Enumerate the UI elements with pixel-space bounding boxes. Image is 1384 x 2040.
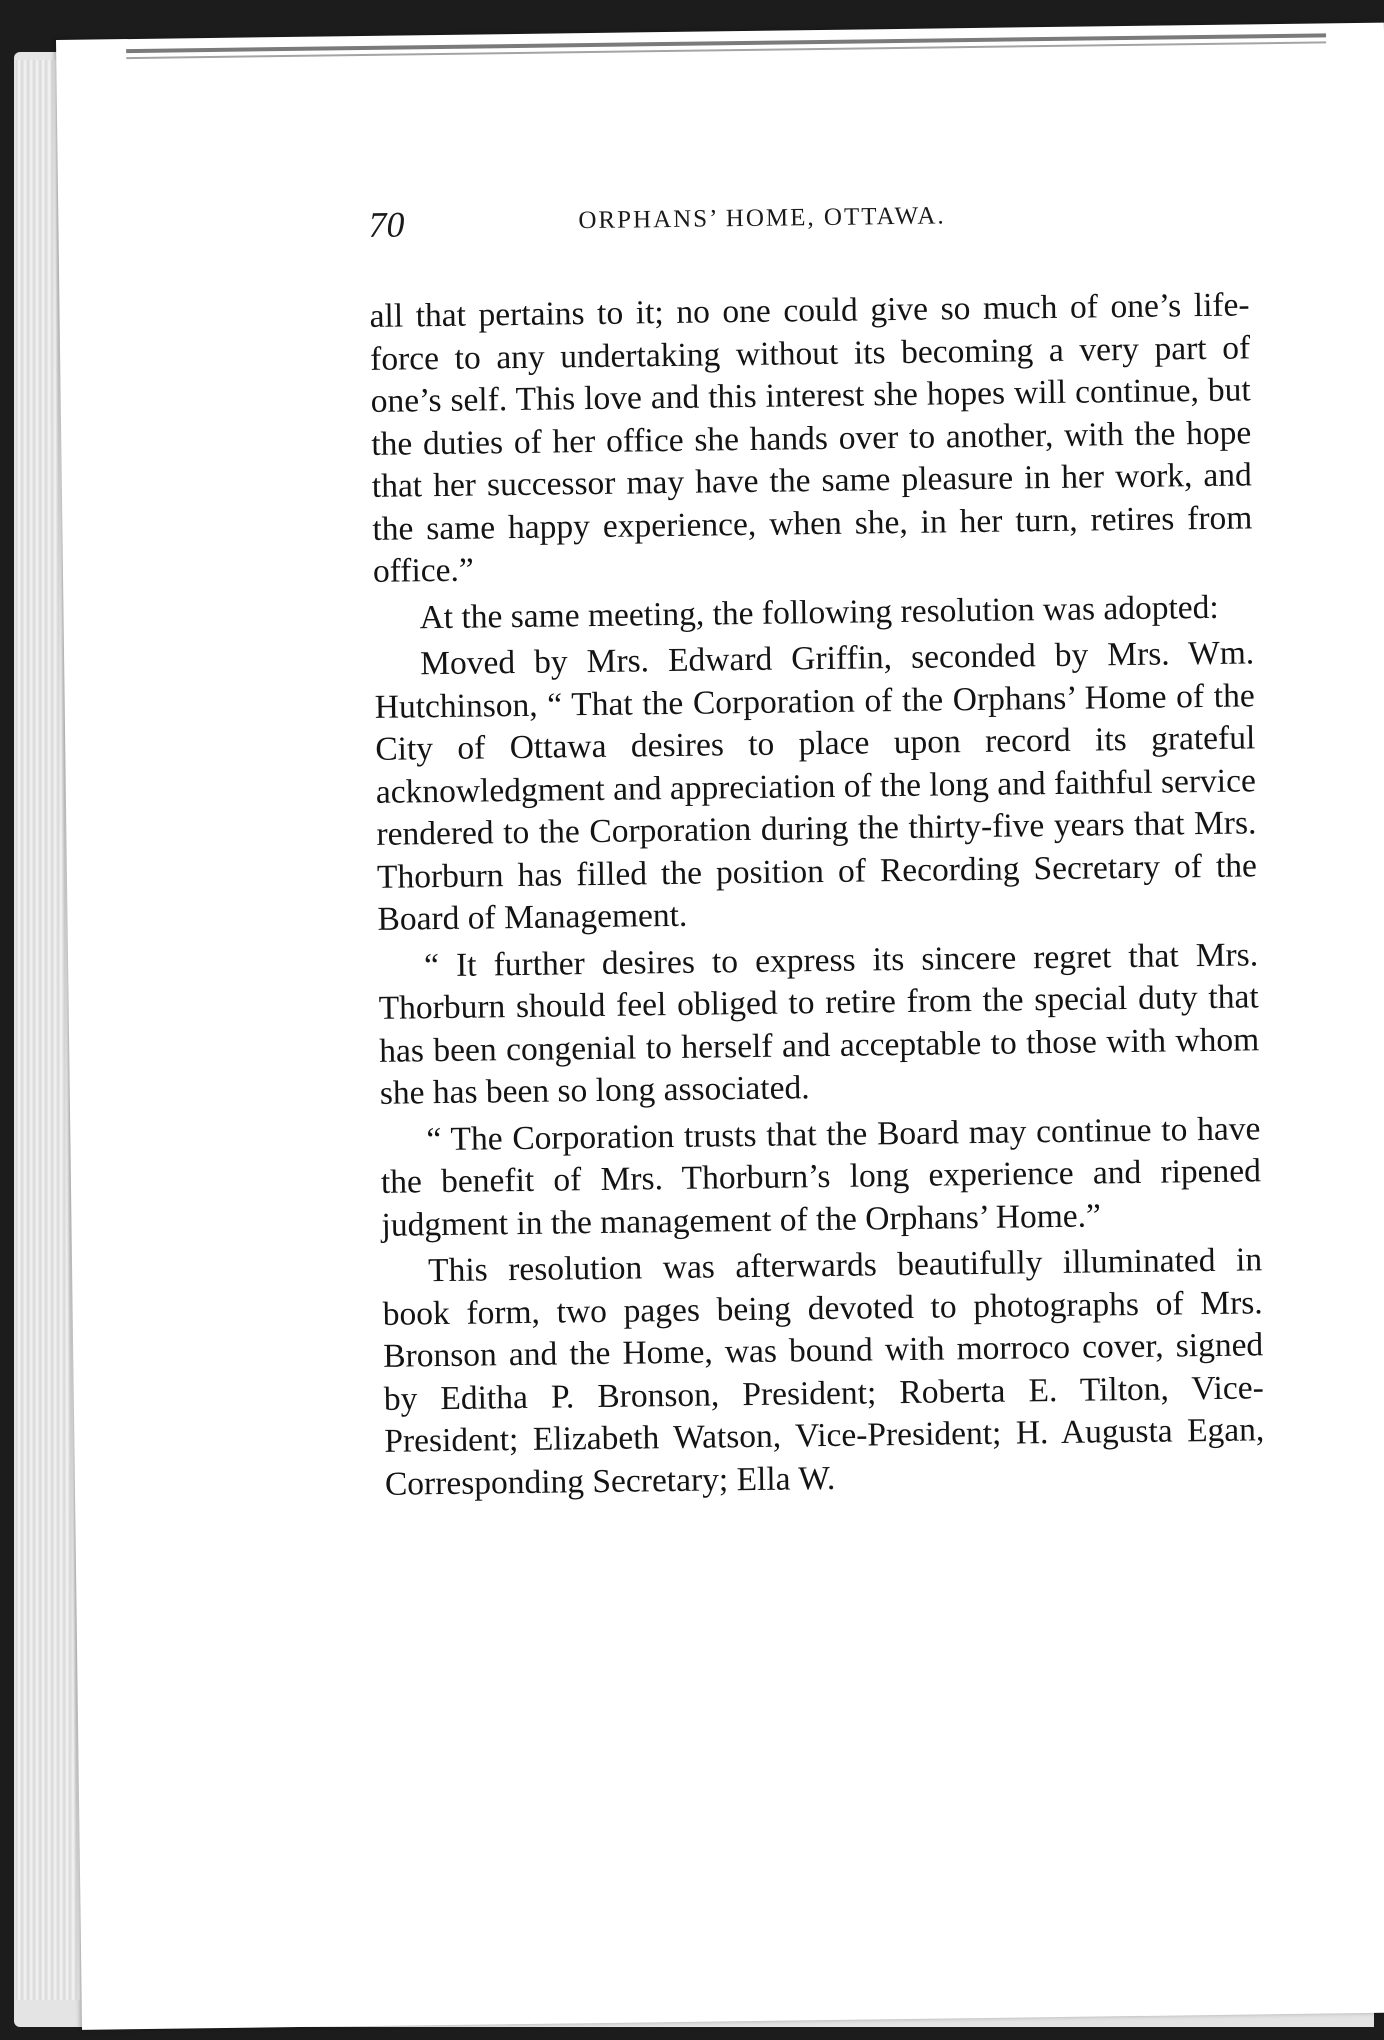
paragraph-trust: “ The Corporation trusts that the Board may continue to have the benefit of Mrs. Thorburn’s long experience and ripened judgment in the management of the Orphans’ Home.” bbox=[380, 1109, 1262, 1244]
page-number: 70 bbox=[368, 204, 405, 245]
paragraph-motion: Moved by Mrs. Edward Griffin, seconded by Mrs. Wm. Hutchinson, “ That the Corporation of the Orphans’ Home of the City of Ottawa desires to place upon record its grateful acknowledgment and appreciation of the long and faithful service rendered to the Corporation during the thirty-five years that Mrs. Thorburn has filled the position of Recording Secretary of the Board of Management. bbox=[374, 634, 1258, 938]
paragraph-illumination: This resolution was afterwards beautifully illuminated in book form, two pages being devoted to photographs of Mrs. Bronson and the Home, was bound with morroco cover, signed by Editha P. Bronson, President; Roberta E. Tilton, Vice-President; Elizabeth Watson, Vice-President; H. Augusta Egan, Corresponding Secretary; Ella W. bbox=[382, 1241, 1265, 1503]
body-text bbox=[369, 284, 1265, 1509]
paragraph-regret: “ It further desires to express its sincere regret that Mrs. Thorburn should feel obliged to retire from the special duty that has been congenial to herself and acceptable to those with whom she has been so long associated. bbox=[378, 935, 1260, 1112]
running-head bbox=[368, 194, 1099, 254]
running-title: ORPHANS’ HOME, OTTAWA. bbox=[578, 202, 946, 235]
paragraph-resolution-intro: At the same meeting, the following resolution was adopted: bbox=[419, 588, 1219, 636]
book-page bbox=[56, 23, 1384, 2030]
paragraph-continued: all that pertains to it; no one could give so much of one’s life-force to any undertaking without its becoming a very part of one’s self. This love and this interest she hopes will continue, but the duties of her office she hands over to another, with the hope that her successor may have the same pleasure in her work, and the same happy experience, when she, in her turn, retires from office.” bbox=[369, 286, 1253, 590]
